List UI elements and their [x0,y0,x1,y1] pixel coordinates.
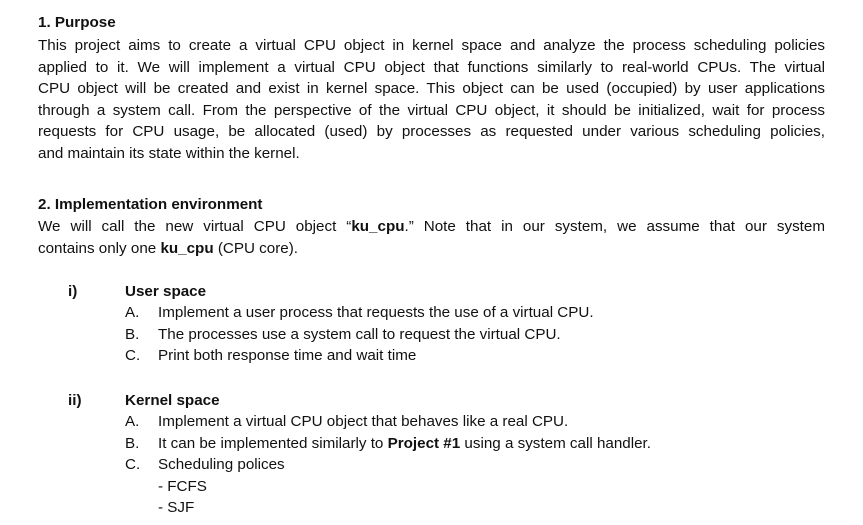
user-space-number: i) [68,283,78,300]
kernel-space-title: Kernel space [125,392,220,409]
user-space-title: User space [125,283,207,300]
item-letter: A. [125,304,140,321]
user-space-item-b [125,325,561,345]
purpose-line-6: and maintain its state within the kernel. [38,144,300,162]
item-text: Implement a user process that requests the use of a virtual CPU. [158,304,594,321]
item-text: Implement a virtual CPU object that behaves like a real CPU. [158,413,569,430]
purpose-line-3: CPU object will be created and exist in kernel space. This object can be used (occupied) by user applications [38,80,825,98]
item-letter: B. [125,435,140,452]
purpose-line-5: requests for CPU usage, be allocated (used) by processes as requested under various scheduling policies, [38,123,825,141]
env-text-2a: contains only one [38,239,161,257]
section-2-title: 2. Implementation environment [38,196,263,213]
item-text-a: It can be implemented similarly to [158,435,388,452]
kernel-space-item-c [125,455,285,475]
user-space-item-a [125,303,594,323]
policy-sjf: - SJF [158,499,195,516]
env-text-1c: .” Note that in our system, we assume that our system [404,218,826,235]
purpose-line-4: through a system call. From the perspective of the virtual CPU object, it should be initialized, wait for process [38,101,825,119]
item-letter: C. [125,456,141,473]
kernel-space-number: ii) [68,392,82,409]
kernel-space-item-b [125,434,651,454]
project-1-term: Project #1 [387,435,461,452]
item-letter: C. [125,347,141,364]
kernel-space-item-a [125,412,568,432]
purpose-paragraph [38,35,825,165]
ku-cpu-term: ku_cpu [351,218,405,235]
item-text-c: using a system call handler. [460,435,651,452]
env-text-1a: We will call the new virtual CPU object “ [38,218,352,235]
section-1-title: 1. Purpose [38,14,116,31]
env-text-2c: (CPU core). [213,239,298,257]
environment-line-1 [38,216,825,238]
environment-paragraph [38,216,825,259]
item-text: The processes use a system call to request the virtual CPU. [158,326,561,343]
item-text: Scheduling polices [158,456,285,473]
policy-fcfs: - FCFS [158,478,207,495]
purpose-line-1: This project aims to create a virtual CPU object in kernel space and analyze the process scheduling policies [38,37,825,54]
item-text: Print both response time and wait time [158,347,417,364]
item-letter: B. [125,326,140,343]
purpose-line-2: applied to it. We will implement a virtual CPU object that functions similarly to real-world CPUs. The virtual [38,58,825,76]
environment-line-2 [38,238,825,260]
ku-cpu-term: ku_cpu [160,239,214,257]
item-letter: A. [125,413,140,430]
user-space-item-c [125,346,416,366]
